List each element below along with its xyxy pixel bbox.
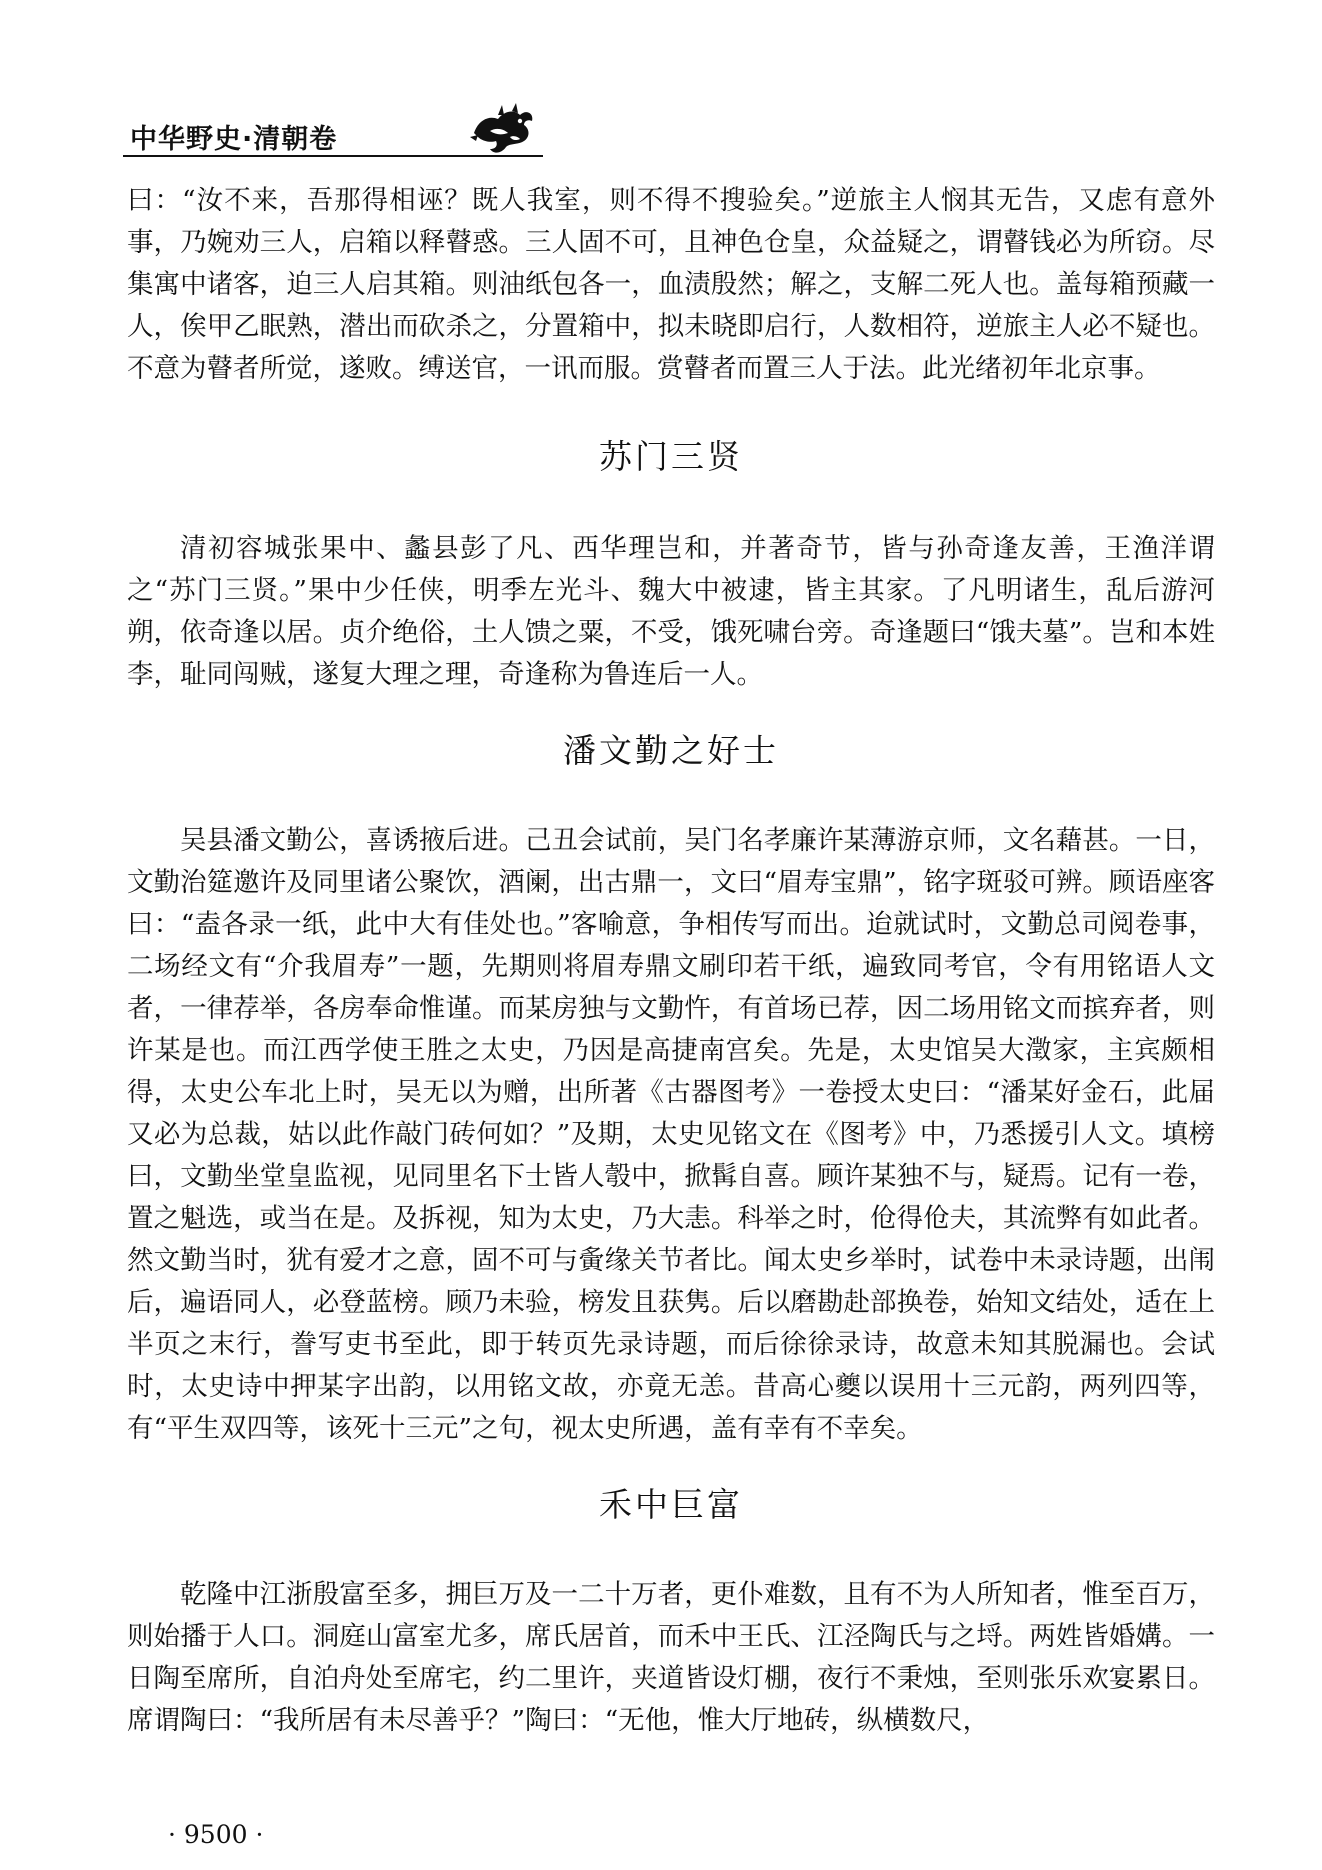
section-paragraph: 乾隆中江浙殷富至多，拥巨万及一二十万者，更仆难数，且有不为人所知者，惟至百万，则始播于人口。洞庭山富室尤多，席氏居首，而禾中王氏、江泾陶氏与之埒。两姓皆婚媾。一日陶至席所，自泊舟处至席宅，约二里许，夹道皆设灯棚，夜行不秉烛，至则张乐欢宴累日。席谓陶曰：“我所居有未尽善乎？”陶曰：“无他，惟大厅地砖，纵横数尺，	[127, 1579, 1215, 1736]
section-paragraph: 清初容城张果中、蠡县彭了凡、西华理岂和，并著奇节，皆与孙奇逢友善，王渔洋谓之“苏门三贤。”果中少任侠，明季左光斗、魏大中被逮，皆主其家。了凡明诸生，乱后游河朔，依奇逢以居。贞介绝俗，土人馈之粟，不受，饿死啸台旁。奇逢题曰“饿夫墓”。岂和本姓李，耻同闯贼，遂复大理之理，奇逢称为鲁连后一人。	[127, 533, 1215, 690]
dragon-emblem-icon	[468, 103, 538, 157]
page-number: · 9500 ·	[168, 1820, 264, 1849]
running-header	[123, 105, 543, 165]
section-title-hezhong-jufu: 禾中巨富	[599, 1485, 743, 1524]
header-divider	[123, 155, 543, 157]
continued-paragraph: 曰：“汝不来，吾那得相诬？既人我室，则不得不搜验矣。”逆旅主人悯其无告，又虑有意外事，乃婉劝三人，启箱以释瞽惑。三人固不可，且神色仓皇，众益疑之，谓瞽钱必为所窃。尽集寓中诸客，迫三人启其箱。则油纸包各一，血渍殷然；解之，支解二死人也。盖每箱预藏一人，俟甲乙眠熟，潜出而砍杀之，分置箱中，拟未晓即启行，人数相符，逆旅主人必不疑也。不意为瞽者所觉，遂败。缚送官，一讯而服。赏瞽者而置三人于法。此光绪初年北京事。	[127, 185, 1215, 384]
section-title-sumen-sanxian: 苏门三贤	[599, 437, 743, 476]
main-text	[127, 180, 1215, 1742]
book-title: 中华野史·清朝卷	[130, 124, 338, 155]
section-title-pan-wenqin: 潘文勤之好士	[563, 731, 779, 770]
section-paragraph: 吴县潘文勤公，喜诱掖后进。己丑会试前，吴门名孝廉许某薄游京师，文名藉甚。一日，文勤治筵邀许及同里诸公聚饮，酒阑，出古鼎一，文曰“眉寿宝鼎”，铭字斑驳可辨。顾语座客曰：“盍各录一纸，此中大有佳处也。”客喻意，争相传写而出。迨就试时，文勤总司阅卷事，二场经文有“介我眉寿”一题，先期则将眉寿鼎文刷印若干纸，遍致同考官，令有用铭语人文者，一律荐举，各房奉命惟谨。而某房独与文勤忤，有首场已荐，因二场用铭文而摈弃者，则许某是也。而江西学使王胜之太史，乃因是高捷南宫矣。先是，太史馆吴大澂家，主宾颇相得，太史公车北上时，吴无以为赠，出所著《古器图考》一卷授太史曰：“潘某好金石，此届又必为总裁，姑以此作敲门砖何如？”及期，太史见铭文在《图考》中，乃悉援引人文。填榜曰，文勤坐堂皇监视，见同里名下士皆人彀中，掀髯自喜。顾许某独不与，疑焉。记有一卷，置之魁选，或当在是。及拆视，知为太史，乃大恚。科举之时，伧得伧夫，其流弊有如此者。然文勤当时，犹有爱才之意，固不可与夤缘关节者比。闻太史乡举时，试卷中未录诗题，出闱后，遍语同人，必登蓝榜。顾乃未验，榜发且获隽。后以磨勘赴部换卷，始知文结处，适在上半页之末行，誊写吏书至此，即于转页先录诗题，而后徐徐录诗，故意未知其脱漏也。会试时，太史诗中押某字出韵，以用铭文故，亦竟无恙。昔高心夔以误用十三元韵，两列四等，有“平生双四等，该死十三元”之句，视太史所遇，盖有幸有不幸矣。	[127, 825, 1215, 1444]
